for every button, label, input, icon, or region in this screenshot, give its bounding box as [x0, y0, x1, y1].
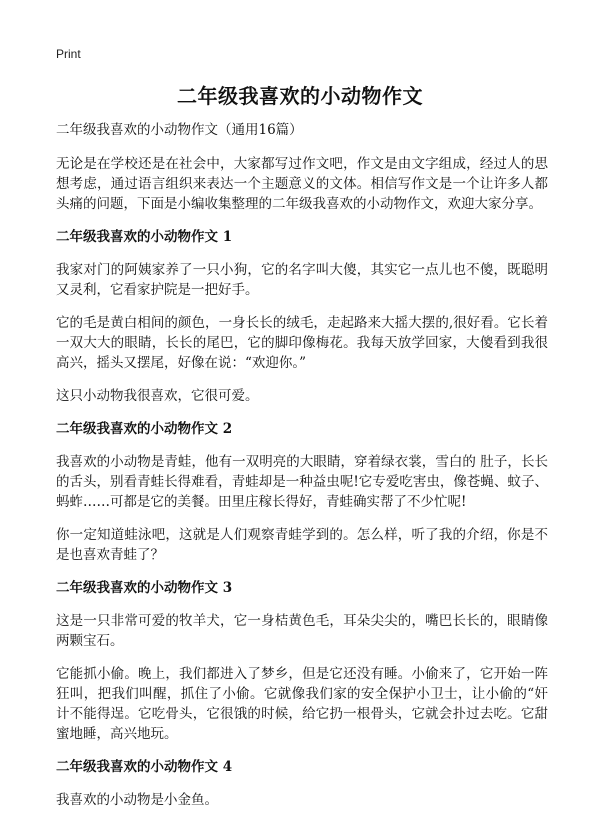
section-paragraph: 我喜欢的小动物是青蛙，他有一双明亮的大眼睛，穿着绿衣裳，雪白的 肚子，长长的舌头，别看青蛙长得难看，青蛙却是一种益虫呢!它专爱吃害虫，像苍蝇、蚊子、蚂蚱……可都是它的美餐。田里庄稼长得好，青蛙确实帮了不少忙呢! [56, 454, 548, 510]
section-heading: 二年级我喜欢的小动物作文 1 [56, 229, 233, 245]
section-heading: 二年级我喜欢的小动物作文 2 [56, 421, 233, 437]
article-body [56, 120, 548, 823]
section-paragraph: 我喜欢的小动物是小金鱼。 [56, 792, 218, 808]
section-heading: 二年级我喜欢的小动物作文 3 [56, 580, 233, 596]
print-link[interactable]: Print [56, 47, 81, 61]
section-paragraph: 你一定知道蛙泳吧，这就是人们观察青蛙学到的。怎么样，听了我的介绍，你是不是也喜欢青蛙了？ [56, 527, 548, 563]
article-subtitle: 二年级我喜欢的小动物作文（通用16篇） [56, 122, 303, 138]
page-title: 二年级我喜欢的小动物作文 [177, 84, 423, 108]
section-paragraph: 这是一只非常可爱的牧羊犬，它一身桔黄色毛，耳朵尖尖的，嘴巴长长的，眼睛像两颗宝石。 [56, 613, 548, 649]
section-heading: 二年级我喜欢的小动物作文 4 [56, 759, 233, 775]
section-paragraph: 这只小动物我很喜欢，它很可爱。 [56, 388, 259, 404]
intro-paragraph: 无论是在学校还是在社会中，大家都写过作文吧，作文是由文字组成，经过人的思想考虑，通过语言组织来表达一个主题意义的文体。相信写作文是一个让许多人都头痛的问题，下面是小编收集整理的二年级我喜欢的小动物作文，欢迎大家分享。 [56, 156, 548, 212]
section-paragraph: 我家对门的阿姨家养了一只小狗，它的名字叫大傻，其实它一点儿也不傻，既聪明又灵利，它看家护院是一把好手。 [56, 262, 548, 298]
section-paragraph: 它的毛是黄白相间的颜色，一身长长的绒毛，走起路来大摇大摆的,很好看。它长着一双大大的眼睛，长长的尾巴，它的脚印像梅花。我每天放学回家，大傻看到我很高兴，摇头又摆尾，好像在说：“欢迎你。” [56, 315, 548, 371]
section-paragraph: 它能抓小偷。晚上，我们都进入了梦乡，但是它还没有睡。小偷来了，它开始一阵狂叫，把我们叫醒，抓住了小偷。它就像我们家的安全保护小卫士，让小偷的“奸计不能得逞。它吃骨头，它很饿的时候，给它扔一根骨头，它就会扑过去吃。它甜蜜地睡，高兴地玩。 [56, 666, 548, 742]
